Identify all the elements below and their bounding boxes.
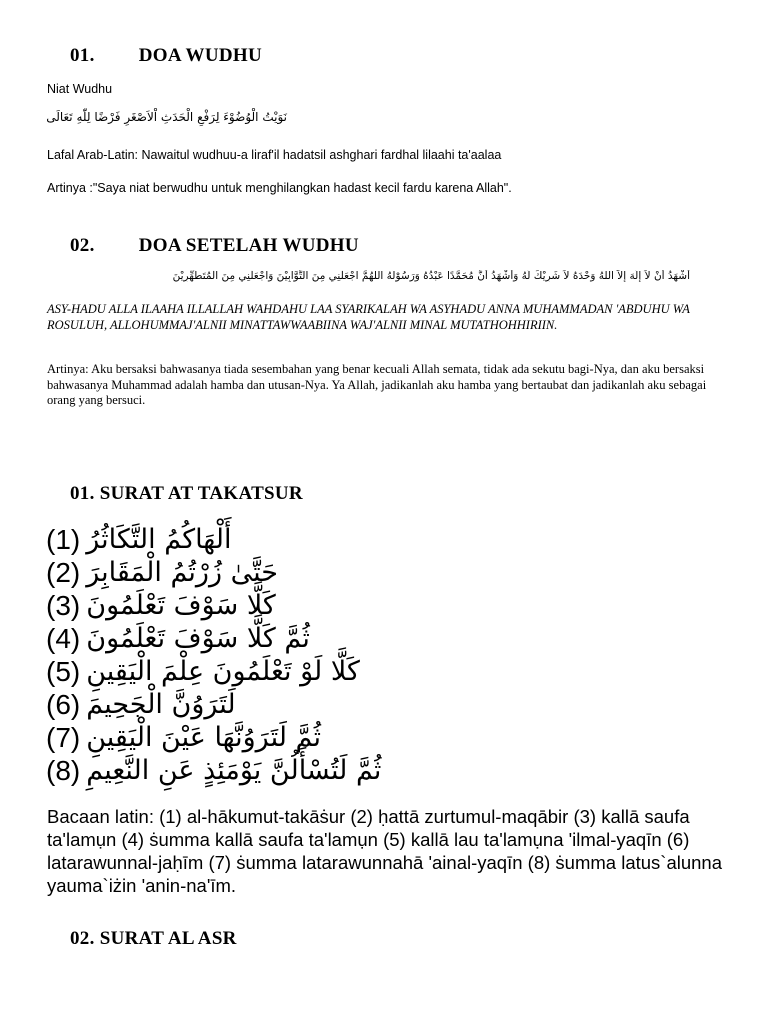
ayah-row [46, 622, 310, 655]
ayah-number: (2) [46, 557, 81, 588]
section-heading-doa-wudhu [70, 45, 262, 67]
ayah-arabic: حَتَّىٰ زُرْتُمُ الْمَقَابِرَ [86, 557, 278, 588]
ayah-arabic: ثُمَّ لَتُسْأَلُنَّ يَوْمَئِذٍ عَنِ النَّعِيمِ [86, 755, 382, 786]
ayah-arabic: ثُمَّ كَلَّا سَوْفَ تَعْلَمُونَ [86, 623, 310, 654]
doa-setelah-arabic-text: أَشْهَدُ أَنْ لاَ إِلَهَ إِلاَّ اللهُ وَحْدَهُ لاَ شَرِيْكَ لَهُ وَأَشْهَدُ أَنَّ مُحَمَّدًا عَبْدُهُ وَرَسُوْلُهُ اللَّهُمَّ اجْعَلْنِي مِنَ التَّوَّابِيْنَ وَاجْعَلْنِي مِنَ الْمُتَطَهِّرِيْنَ [172, 270, 690, 282]
doa-setelah-translation: Artinya: Aku bersaksi bahwasanya tiada sesembahan yang benar kecuali Allah semata, tidak ada sekutu bagi-Nya, dan aku bersaksi bahwasanya Muhammad adalah hamba dan utusan-Nya. Ya Allah, jadikanlah aku hamba yang bertaubat dan jadikanlah aku sebagai orang yang bersuci. [47, 362, 707, 407]
ayah-arabic: كَلَّا سَوْفَ تَعْلَمُونَ [86, 590, 276, 621]
ayah-arabic: أَلْهَاكُمُ التَّكَاثُرُ [86, 524, 232, 555]
ayah-row [46, 754, 381, 787]
ayah-arabic: لَتَرَوُنَّ الْجَحِيمَ [86, 689, 236, 720]
ayah-number: (1) [46, 524, 81, 555]
ayah-number: (4) [46, 623, 81, 654]
section-number: 02. [70, 235, 95, 256]
ayah-arabic: كَلَّا لَوْ تَعْلَمُونَ عِلْمَ الْيَقِينِ [86, 656, 360, 687]
niat-translation: Artinya :"Saya niat berwudhu untuk menghilangkan hadast kecil fardu karena Allah". [47, 181, 512, 195]
surah-heading-al-asr: 02. SURAT AL ASR [70, 928, 237, 949]
section-title: DOA WUDHU [138, 45, 263, 66]
ayah-row [46, 688, 236, 721]
ayah-number: (7) [46, 722, 81, 753]
section-heading-doa-setelah-wudhu [70, 235, 359, 257]
ayah-row [46, 556, 278, 589]
ayah-row [46, 523, 231, 556]
ayah-arabic: ثُمَّ لَتَرَوُنَّهَا عَيْنَ الْيَقِينِ [86, 722, 322, 753]
ayah-row [46, 721, 321, 754]
ayah-number: (3) [46, 590, 81, 621]
ayah-number: (8) [46, 755, 81, 786]
doa-setelah-latin-text: ASY-HADU ALLA ILAAHA ILLALLAH WAHDAHU LAA SYARIKALAH WA ASYHADU ANNA MUHAMMADAN 'ABDUHU WA ROSULUH, ALLOHUMMAJ'ALNII MINATTAWWAABIINA WAJ'ALNII MINAL MUTATHOHHIRIIN. [47, 302, 690, 332]
takatsur-latin-reading: Bacaan latin: (1) al-hākumut-takāṡur (2) ḥattā zurtumul-maqābir (3) kallā saufa ta'lamụn (4) ṡumma kallā saufa ta'lamụn (5) kallā lau ta'lamụna 'ilmal-yaqīn (6) latarawunnal-jaḥīm (7) ṡumma latarawunnahā 'ainal-yaqīn (8) ṡumma latus`alunna yauma`iżin 'anin-na'īm. [47, 806, 722, 896]
ayah-row [46, 589, 276, 622]
section-number: 01. [70, 45, 95, 66]
surah-heading-takatsur: 01. SURAT AT TAKATSUR [70, 483, 303, 504]
section-title: DOA SETELAH WUDHU [138, 235, 359, 256]
niat-arabic-text: نَوَيْتُ الْوُضُوْءَ لِرَفْعِ الْحَدَثِ اْلاَصْغَرِ فَرْضًا لِلّٰهِ تَعَالَى [46, 110, 287, 124]
niat-latin-text: Lafal Arab-Latin: Nawaitul wudhuu-a liraf'il hadatsil ashghari fardhal lilaahi ta'aalaa [47, 148, 502, 162]
niat-label: Niat Wudhu [47, 82, 113, 96]
ayah-row [46, 655, 360, 688]
ayah-number: (5) [46, 656, 81, 687]
ayah-number: (6) [46, 689, 81, 720]
